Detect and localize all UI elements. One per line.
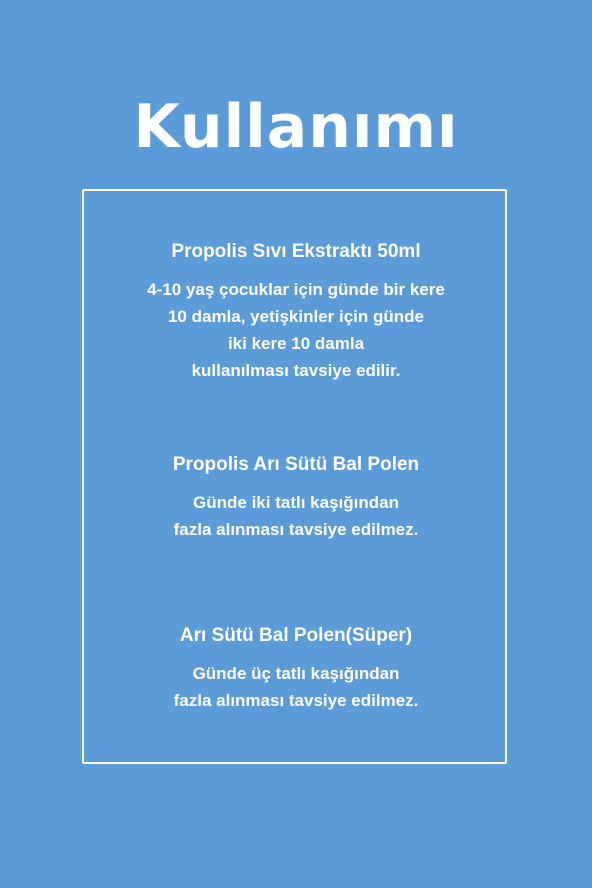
usage-line: fazla alınması tavsiye edilmez. xyxy=(173,520,419,539)
usage-line: iki kere 10 damla xyxy=(227,334,365,353)
usage-line: 4-10 yaş çocuklar için günde bir kere xyxy=(147,280,445,299)
section-propolis-extract xyxy=(0,240,592,384)
section-royal-jelly-super xyxy=(0,624,592,714)
section-propolis-royal-jelly xyxy=(0,453,592,543)
usage-line: 10 damla, yetişkinler için günde xyxy=(167,307,425,326)
section-body xyxy=(0,489,592,543)
usage-line: Günde üç tatlı kaşığından xyxy=(192,664,400,683)
section-heading: Propolis Arı Sütü Bal Polen xyxy=(172,454,420,475)
section-body xyxy=(0,660,592,714)
section-body xyxy=(0,276,592,384)
page-title: Kullanımı xyxy=(133,92,459,162)
section-heading: Propolis Sıvı Ekstraktı 50ml xyxy=(171,241,421,262)
usage-line: kullanılması tavsiye edilir. xyxy=(191,361,401,380)
section-heading: Arı Sütü Bal Polen(Süper) xyxy=(179,625,413,646)
usage-line: fazla alınması tavsiye edilmez. xyxy=(173,691,419,710)
usage-line: Günde iki tatlı kaşığından xyxy=(193,493,399,512)
